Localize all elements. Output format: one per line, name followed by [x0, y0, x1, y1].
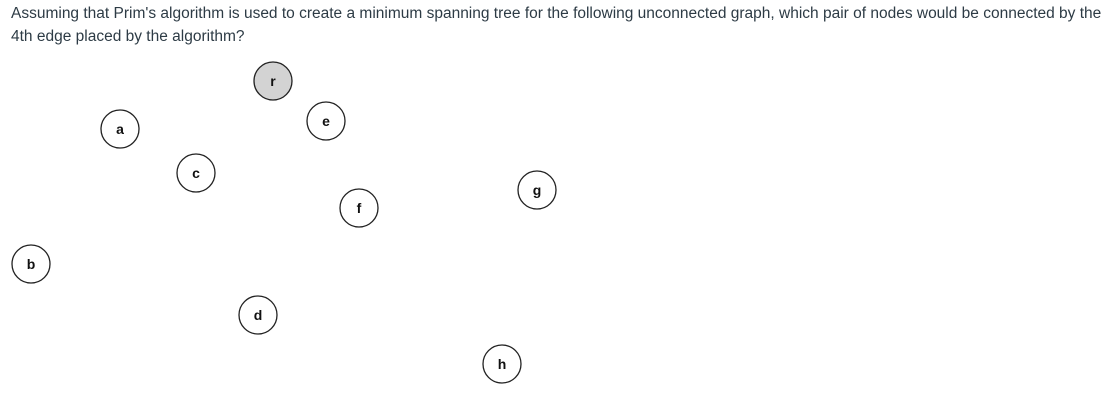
node-h-label: h — [497, 356, 507, 372]
node-f — [340, 189, 378, 227]
node-r — [254, 62, 292, 100]
question-text: Assuming that Prim's algorithm is used to create a minimum spanning tree for the following unconnected graph, which pair of nodes would be connected by the 4th edge placed by the algorithm? — [11, 5, 1102, 45]
node-d — [239, 296, 277, 334]
node-e — [307, 102, 345, 140]
node-c-label: c — [192, 165, 200, 181]
node-d-label: d — [253, 307, 263, 323]
node-f-label: f — [356, 200, 362, 216]
graph-nodes — [12, 62, 556, 383]
node-b-label: b — [26, 256, 36, 272]
node-e-label: e — [322, 113, 330, 129]
node-a — [101, 110, 139, 148]
node-g-label: g — [532, 182, 542, 198]
node-b — [12, 245, 50, 283]
node-g — [518, 171, 556, 209]
node-h — [483, 345, 521, 383]
node-r-label: r — [270, 73, 276, 89]
node-a-label: a — [116, 121, 124, 137]
node-c — [177, 154, 215, 192]
